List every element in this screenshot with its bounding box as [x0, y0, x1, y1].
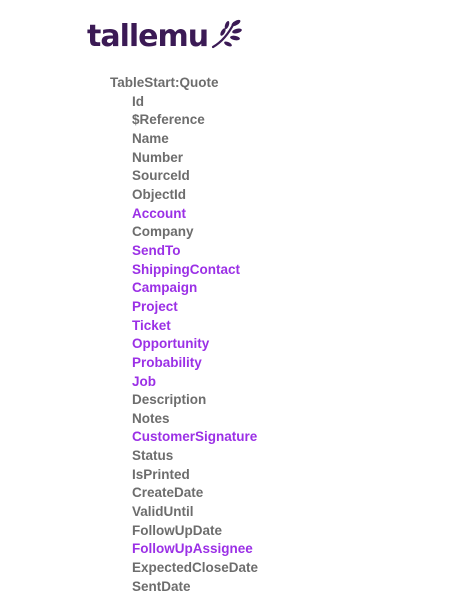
field-job[interactable]: Job [132, 373, 157, 389]
field-shippingcontact[interactable]: ShippingContact [132, 261, 240, 277]
field-probability[interactable]: Probability [132, 354, 202, 370]
field-sendto[interactable]: SendTo [132, 242, 181, 258]
field-objectid: ObjectId [132, 186, 187, 202]
field-status: Status [132, 448, 174, 464]
field-notes: Notes [132, 410, 170, 426]
quote-table-fields [110, 74, 258, 596]
field-customersignature[interactable]: CustomerSignature [132, 429, 258, 445]
table-start-heading: TableStart:Quote [110, 75, 219, 90]
leaf-sprig-icon [210, 17, 244, 51]
field-description: Description [132, 392, 207, 408]
field-company: Company [132, 224, 194, 240]
field-opportunity[interactable]: Opportunity [132, 336, 210, 352]
field-followupassignee[interactable]: FollowUpAssignee [132, 541, 253, 557]
field-id: Id [132, 93, 144, 109]
tallemu-logo [87, 15, 244, 55]
field-number: Number [132, 149, 184, 165]
field-createdate: CreateDate [132, 485, 204, 501]
field-project[interactable]: Project [132, 298, 178, 314]
field-expectedclosedate: ExpectedCloseDate [132, 560, 259, 576]
field-isprinted: IsPrinted [132, 466, 190, 482]
field-account[interactable]: Account [132, 205, 186, 221]
field-campaign[interactable]: Campaign [132, 280, 198, 296]
field-sourceid: SourceId [132, 168, 190, 184]
field-name: Name [132, 130, 169, 146]
field-sentdate: SentDate [132, 578, 191, 594]
field-list [110, 93, 258, 596]
field-validuntil: ValidUntil [132, 504, 194, 520]
logo-wordmark: tallemu [87, 19, 209, 54]
field-ticket[interactable]: Ticket [132, 317, 171, 333]
field-reference: $Reference [132, 112, 205, 128]
field-followupdate: FollowUpDate [132, 522, 222, 538]
